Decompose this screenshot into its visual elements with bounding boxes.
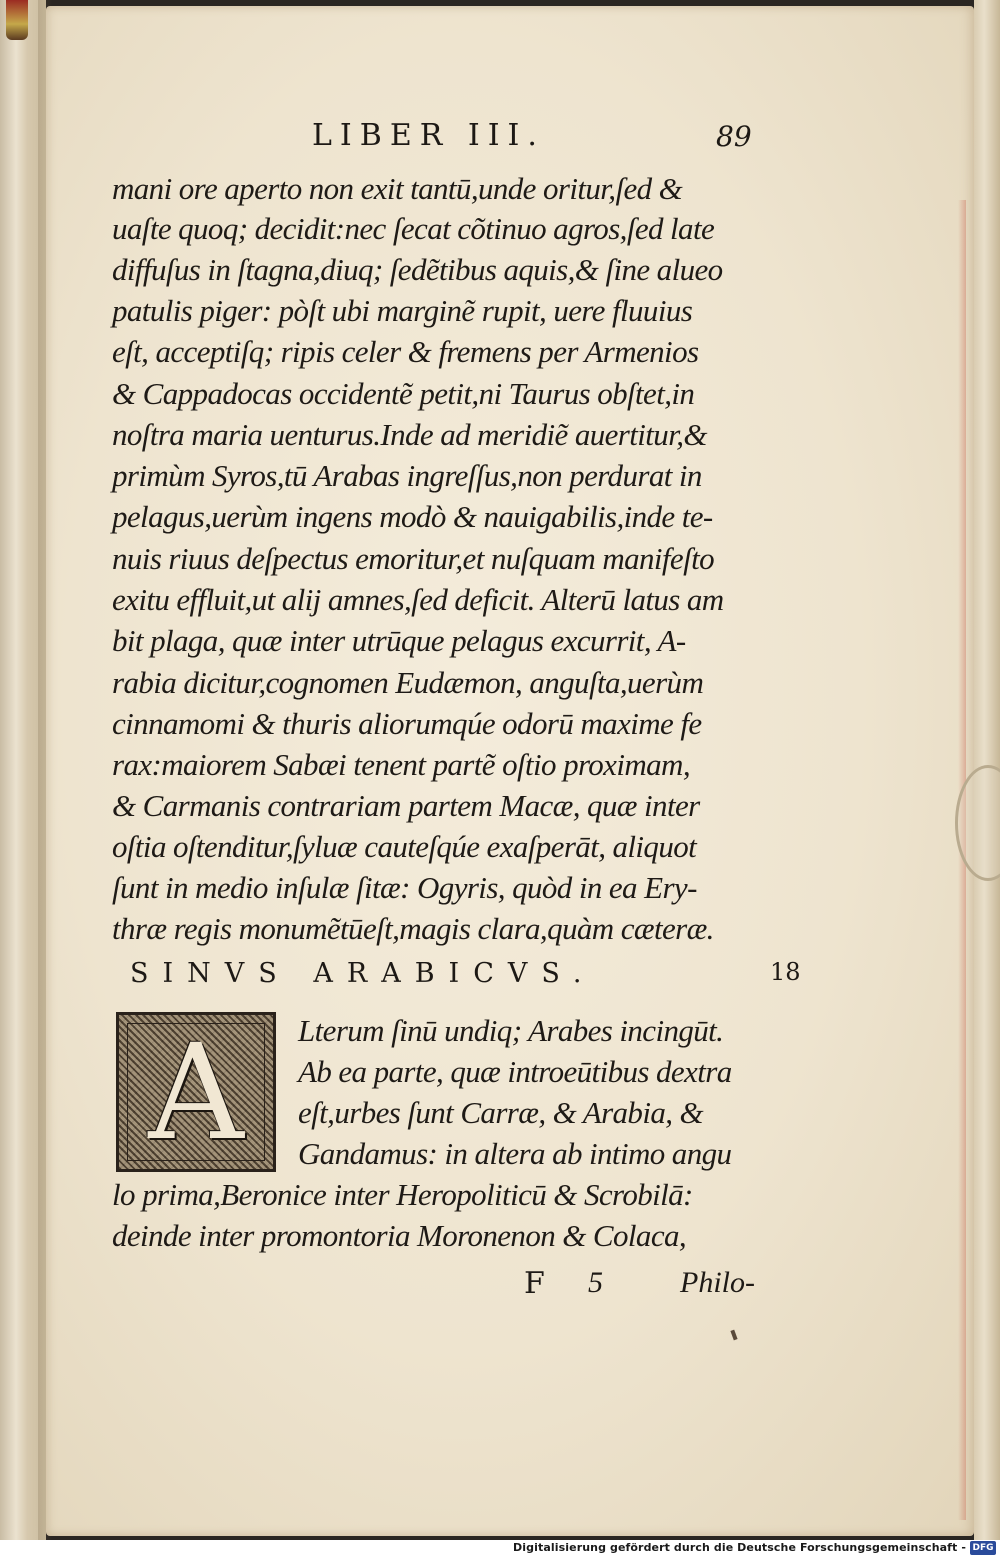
text-line: cinnamomi & thuris aliorumqúe odorū maxime fe bbox=[112, 706, 702, 741]
marginal-number: 18 bbox=[770, 958, 801, 986]
text-line: Gandamus: in altera ab intimo angu bbox=[298, 1136, 732, 1171]
initial-letter: A bbox=[148, 1016, 244, 1170]
catchword: Philo- bbox=[680, 1266, 755, 1299]
text-line: primùm Syros,tū Arabas ingreſſus,non perdurat in bbox=[112, 458, 702, 493]
section-heading: SINVS ARABICVS. bbox=[130, 958, 596, 989]
bookmark-ribbon bbox=[6, 0, 28, 40]
signature-number: 5 bbox=[588, 1266, 603, 1299]
text-line: deinde inter promontoria Moronenon & Colaca, bbox=[112, 1218, 687, 1253]
text-line: oſtia oſtenditur,ſyluæ cauteſqúe exaſperāt, aliquot bbox=[112, 829, 697, 864]
text-line: pelagus,uerùm ingens modò & nauigabilis,inde te- bbox=[112, 499, 713, 534]
text-line: uaſte quoq; decidit:nec ſecat cõtinuo agros,ſed late bbox=[112, 211, 715, 246]
text-line: bit plaga, quæ inter utrūque pelagus excurrit, A- bbox=[112, 623, 686, 658]
signature-mark: F bbox=[524, 1266, 545, 1301]
running-head: LIBER III. bbox=[312, 118, 545, 153]
text-line: ſunt in medio inſulæ ſitæ: Ogyris, quòd in ea Ery- bbox=[112, 870, 697, 905]
text-line: rax:maiorem Sabæi tenent partẽ oſtio proximam, bbox=[112, 747, 690, 782]
text-line: Ab ea parte, quæ introeūtibus dextra bbox=[298, 1054, 732, 1089]
text-line: diffuſus in ſtagna,diuq; ſedẽtibus aquis,& ſine alueo bbox=[112, 252, 723, 287]
text-line: nuis riuus deſpectus emoritur,et nuſquam manifeſto bbox=[112, 541, 715, 576]
dfg-logo: DFG bbox=[970, 1541, 996, 1555]
text-line: thræ regis monumẽtūeſt,magis clara,quàm cæteræ. bbox=[112, 911, 714, 946]
text-line: eſt,urbes ſunt Carræ, & Arabia, & bbox=[298, 1095, 704, 1130]
text-line: & Carmanis contrariam partem Macæ, quæ inter bbox=[112, 788, 700, 823]
text-line: noſtra maria uenturus.Inde ad meridiẽ auertitur,& bbox=[112, 417, 707, 452]
text-line: Lterum ſinū undiq; Arabes incingūt. bbox=[298, 1013, 724, 1048]
text-line: mani ore aperto non exit tantū,unde oritur,ſed & bbox=[112, 171, 683, 206]
decorated-initial bbox=[116, 1012, 276, 1172]
funding-notice: Digitalisierung gefördert durch die Deutsche Forschungsgemeinschaft - bbox=[513, 1541, 966, 1554]
text-line: & Cappadocas occidentẽ petit,ni Taurus obſtet,in bbox=[112, 376, 695, 411]
text-line: patulis piger: pòſt ubi marginẽ rupit, uere fluuius bbox=[112, 293, 693, 328]
text-line: lo prima,Beronice inter Heropoliticū & Scrobilā: bbox=[112, 1177, 693, 1212]
text-line: exitu effluit,ut alij amnes,ſed deficit. Alterū latus am bbox=[112, 582, 724, 617]
text-line: rabia dicitur,cognomen Eudæmon, anguſta,uerùm bbox=[112, 665, 704, 700]
page-number: 89 bbox=[716, 120, 752, 153]
text-line: eſt, acceptiſq; ripis celer & fremens per Armenios bbox=[112, 334, 699, 369]
